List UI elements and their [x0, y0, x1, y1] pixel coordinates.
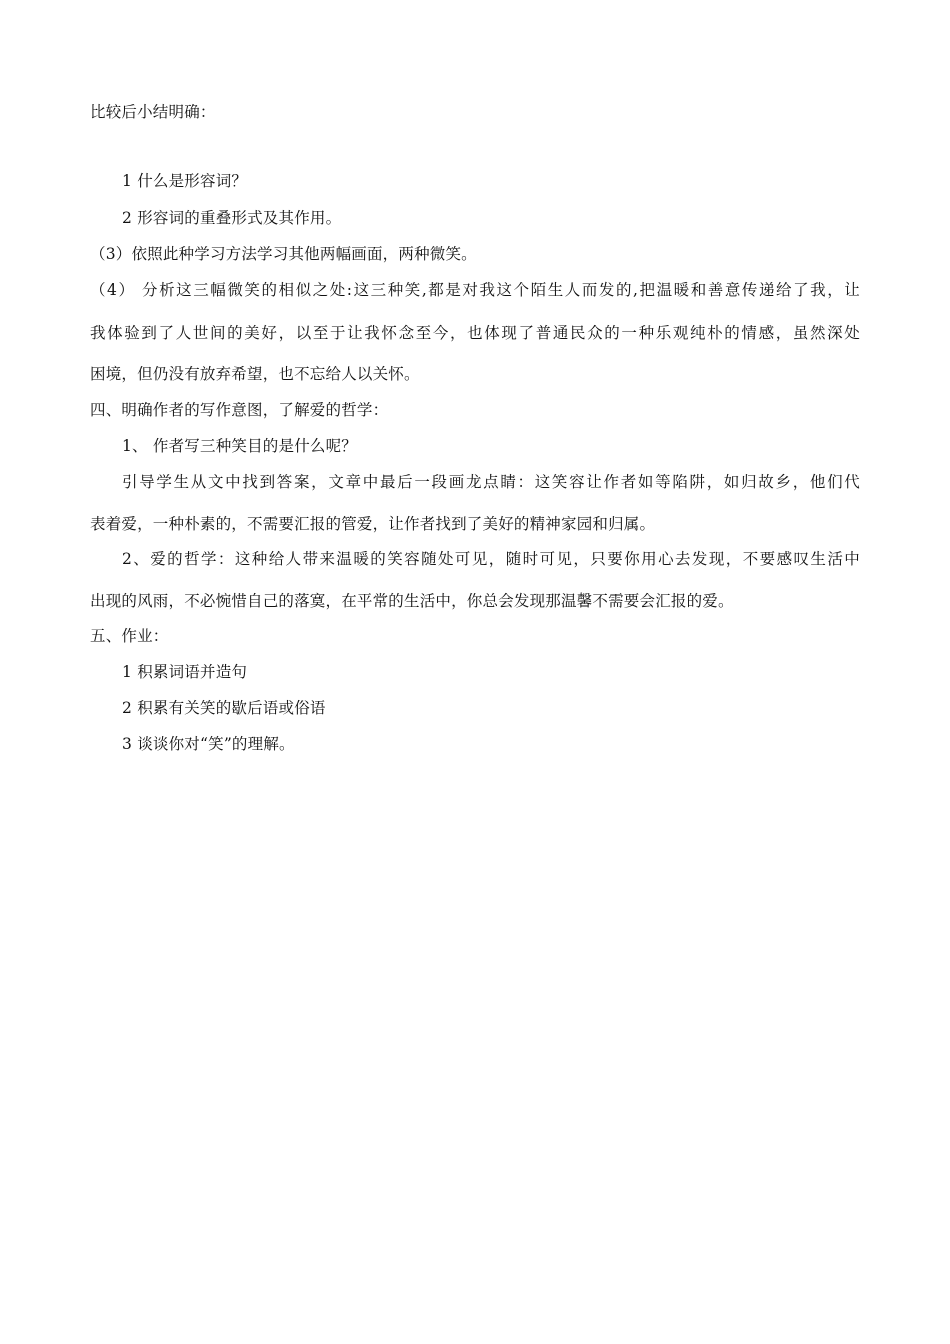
- step-4-line-1: （4） 分析这三幅微笑的相似之处:这三种笑,都是对我这个陌生人而发的,把温暖和善意传递给了我，让: [90, 281, 860, 299]
- homework-item-3: 3 谈谈你对“笑”的理解。: [122, 735, 295, 753]
- summary-item-1: 1 什么是形容词？: [122, 172, 248, 190]
- step-4-line-3: 困境，但仍没有放弃希望，也不忘给人以关怀。: [90, 365, 420, 383]
- section-4-item-1-answer-line-1: 引导学生从文中找到答案，文章中最后一段画龙点睛：这笑容让作者如等陷阱，如归故乡，他们代: [122, 473, 860, 491]
- step-4-line-2: 我体验到了人世间的美好，以至于让我怀念至今，也体现了普通民众的一种乐观纯朴的情感，虽然深处: [90, 324, 860, 342]
- section-4-item-1-answer-line-2: 表着爱，一种朴素的，不需要汇报的管爱，让作者找到了美好的精神家园和归属。: [90, 515, 656, 533]
- summary-item-2: 2 形容词的重叠形式及其作用。: [122, 209, 342, 227]
- section-5-heading: 五、作业：: [90, 627, 169, 645]
- homework-item-2: 2 积累有关笑的歇后语或俗语: [122, 699, 326, 717]
- section-4-item-2-line-1: 2、爱的哲学：这种给人带来温暖的笑容随处可见，随时可见，只要你用心去发现，不要感叹生活中: [122, 550, 860, 568]
- section-4-item-1: 1、 作者写三种笑目的是什么呢？: [122, 437, 357, 455]
- summary-intro: 比较后小结明确：: [90, 103, 216, 121]
- homework-item-1: 1 积累词语并造句: [122, 663, 248, 681]
- section-4-heading: 四、明确作者的写作意图，了解爱的哲学：: [90, 401, 389, 419]
- section-4-item-2-line-2: 出现的风雨，不必惋惜自己的落寞，在平常的生活中，你总会发现那温馨不需要会汇报的爱。: [90, 592, 734, 610]
- step-3: （3）依照此种学习方法学习其他两幅画面，两种微笑。: [90, 245, 477, 263]
